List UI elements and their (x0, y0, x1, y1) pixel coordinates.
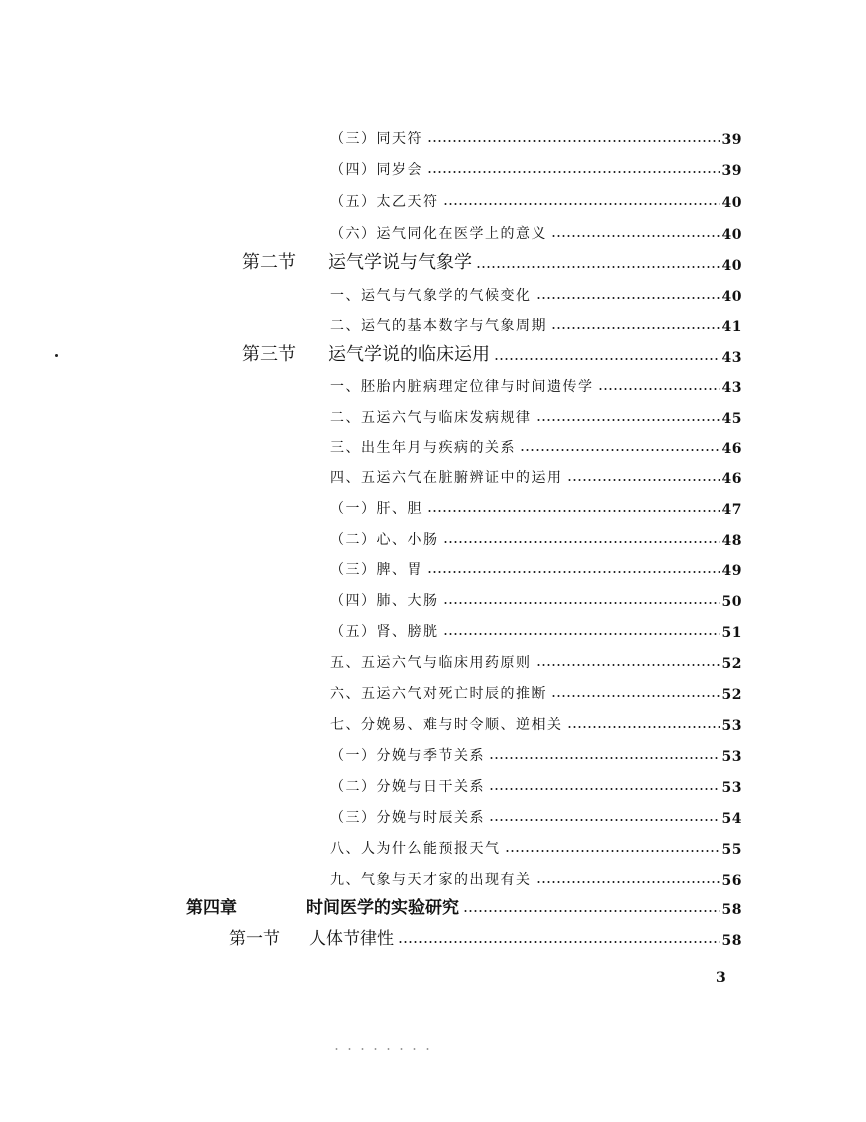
toc-entry-heading: 第四章 (186, 898, 237, 918)
toc-entry (330, 494, 742, 518)
toc-entry-page: 52 (721, 656, 742, 672)
toc-entry (330, 865, 742, 889)
dot-leader (536, 881, 720, 883)
toc-entry (330, 741, 742, 765)
toc-entry-page: 55 (721, 842, 742, 858)
toc-entry-page: 46 (721, 471, 742, 487)
toc-entry (186, 894, 742, 918)
dot-leader (494, 358, 720, 360)
dot-leader (567, 479, 720, 481)
toc-entry-page: 41 (721, 319, 742, 335)
toc-entry-page: 56 (721, 873, 742, 889)
toc-entry (330, 124, 742, 148)
toc-entry-title: 一、运气与气象学的气候变化 (330, 288, 532, 304)
dot-leader (551, 327, 720, 329)
dot-leader (536, 297, 720, 299)
toc-entry-title: 二、五运六气与临床发病规律 (330, 410, 532, 426)
toc-entry-title: （五）太乙天符 (330, 194, 439, 210)
toc-entry-page: 39 (721, 163, 742, 179)
dot-leader (536, 419, 720, 421)
toc-entry (330, 803, 742, 827)
toc-entry-title: 三、出生年月与疾病的关系 (330, 440, 516, 456)
dot-leader (598, 388, 720, 390)
toc-entry (330, 617, 742, 641)
page-number: 3 (716, 970, 726, 986)
toc-entry-page: 50 (721, 594, 742, 610)
toc-entry (330, 463, 742, 487)
scan-noise (330, 1048, 435, 1050)
toc-entry-page: 54 (721, 811, 742, 827)
dot-leader (427, 140, 720, 142)
toc-entry-title: 五、五运六气与临床用药原则 (330, 655, 532, 671)
dot-leader (427, 171, 720, 173)
toc-entry-page: 40 (721, 258, 742, 274)
toc-entry (330, 311, 742, 335)
dot-leader (520, 449, 720, 451)
toc-entry-title: 二、运气的基本数字与气象周期 (330, 318, 547, 334)
toc-entry-page: 40 (721, 195, 742, 211)
toc-entry-page: 53 (721, 780, 742, 796)
dot-leader (427, 571, 720, 573)
toc-entry (242, 250, 742, 274)
toc-entry-title: 七、分娩易、难与时令顺、逆相关 (330, 717, 563, 733)
dot-leader (567, 726, 720, 728)
toc-entry-page: 47 (721, 502, 742, 518)
toc-entry-page: 46 (721, 441, 742, 457)
toc-entry-title: （六）运气同化在医学上的意义 (330, 226, 547, 242)
toc-entry-page: 45 (721, 411, 742, 427)
toc-entry-title: （三）脾、胃 (330, 562, 423, 578)
toc-entry (330, 648, 742, 672)
toc-entry-heading: 第一节 (229, 929, 280, 949)
dot-leader (489, 788, 720, 790)
toc-entry-title: （二）分娩与日干关系 (330, 779, 485, 795)
toc-entry (242, 342, 742, 366)
dot-leader (443, 541, 720, 543)
scan-speck (55, 354, 58, 357)
toc-entry-page: 43 (721, 350, 742, 366)
toc-entry-page: 40 (721, 289, 742, 305)
toc-entry-title: 时间医学的实验研究 (306, 898, 459, 918)
toc-entry-title: 九、气象与天才家的出现有关 (330, 872, 532, 888)
toc-entry-page: 58 (721, 902, 742, 918)
toc-entry-title: （四）肺、大肠 (330, 593, 439, 609)
toc-entry-heading: 第二节 (242, 252, 296, 273)
dot-leader (398, 941, 720, 943)
toc-entry-title: （一）肝、胆 (330, 501, 423, 517)
toc-entry (330, 555, 742, 579)
toc-entry-title: （二）心、小肠 (330, 532, 439, 548)
toc-entry-title: （一）分娩与季节关系 (330, 748, 485, 764)
toc-entry (330, 586, 742, 610)
toc-entry (330, 433, 742, 457)
dot-leader (443, 203, 720, 205)
toc-entry-page: 40 (721, 227, 742, 243)
toc-entry (330, 155, 742, 179)
toc-entry-title: （三）同天符 (330, 131, 423, 147)
toc-entry (330, 219, 742, 243)
dot-leader (463, 910, 720, 912)
dot-leader (476, 266, 720, 268)
toc-entry (229, 925, 742, 949)
dot-leader (551, 235, 720, 237)
toc-entry-title: 八、人为什么能预报天气 (330, 841, 501, 857)
toc-entry (330, 525, 742, 549)
toc-entry-page: 58 (721, 933, 742, 949)
dot-leader (443, 633, 720, 635)
toc-entry-page: 53 (721, 749, 742, 765)
toc-entry (330, 834, 742, 858)
dot-leader (536, 664, 720, 666)
toc-entry (330, 187, 742, 211)
toc-entry (330, 772, 742, 796)
toc-entry-page: 51 (721, 625, 742, 641)
dot-leader (551, 695, 720, 697)
toc-entry (330, 281, 742, 305)
toc-entry-page: 48 (721, 533, 742, 549)
toc-entry-page: 39 (721, 132, 742, 148)
dot-leader (427, 510, 720, 512)
dot-leader (505, 850, 720, 852)
dot-leader (489, 757, 720, 759)
toc-entry-title: 一、胚胎内脏病理定位律与时间遗传学 (330, 379, 594, 395)
toc-entry-title: （四）同岁会 (330, 162, 423, 178)
toc-entry-heading: 第三节 (242, 344, 296, 365)
toc-entry-title: 四、五运六气在脏腑辨证中的运用 (330, 470, 563, 486)
toc-entry (330, 710, 742, 734)
toc-entry (330, 372, 742, 396)
toc-entry-title: 运气学说与气象学 (328, 252, 472, 273)
toc-entry-title: 六、五运六气对死亡时辰的推断 (330, 686, 547, 702)
toc-entry-page: 43 (721, 380, 742, 396)
toc-entry-page: 53 (721, 718, 742, 734)
toc-entry-title: 人体节律性 (309, 929, 394, 949)
toc-entry (330, 403, 742, 427)
toc-entry-page: 49 (721, 563, 742, 579)
toc-entry-title: 运气学说的临床运用 (328, 344, 490, 365)
toc-entry (330, 679, 742, 703)
toc-entry-title: （五）肾、膀胱 (330, 624, 439, 640)
toc-entry-title: （三）分娩与时辰关系 (330, 810, 485, 826)
dot-leader (489, 819, 720, 821)
toc-entry-page: 52 (721, 687, 742, 703)
dot-leader (443, 602, 720, 604)
